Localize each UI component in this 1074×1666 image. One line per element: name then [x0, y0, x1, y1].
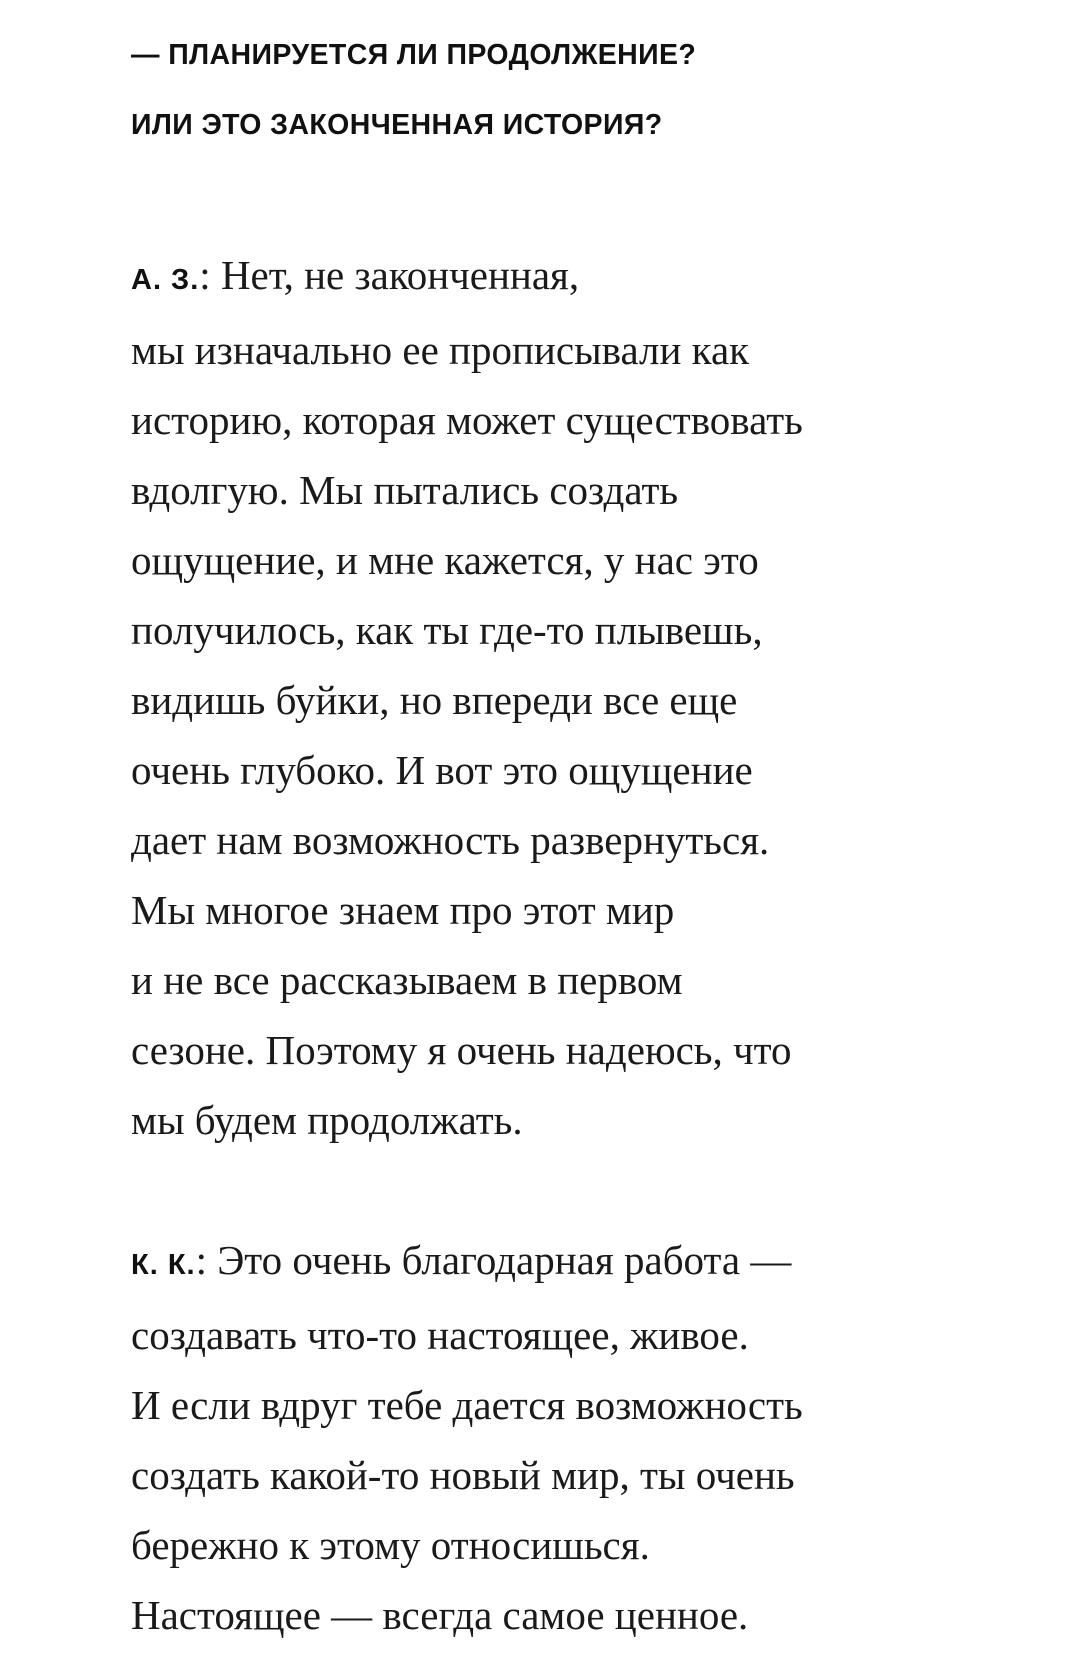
question-line: — ПЛАНИРУЕТСЯ ЛИ ПРОДОЛЖЕНИЕ? [131, 39, 697, 71]
answer-line: бережно к этому относишься. [131, 1522, 650, 1568]
answer-line: вдолгую. Мы пытались создать [131, 467, 679, 513]
speaker-separator: : [199, 252, 211, 298]
answer-line: Настоящее — всегда самое ценное. [131, 1592, 749, 1638]
answer-text: Нет, не законченная, [210, 252, 580, 298]
answer-line: дает нам возможность развернуться. [131, 817, 770, 863]
interview-question [131, 20, 1011, 160]
speaker-initials: К. К. [131, 1249, 196, 1281]
answer-paragraph-az [131, 240, 1011, 1155]
answer-text: Это очень благодарная работа — [206, 1237, 792, 1283]
answer-line: И если вдруг тебе дается возможность [131, 1382, 803, 1428]
answer-line: Мы многое знаем про этот мир [131, 887, 675, 933]
article [131, 0, 1011, 1650]
answer-line: историю, которая может существовать [131, 397, 803, 443]
answer-first-line [131, 1225, 1011, 1300]
answer-line: ощущение, и мне кажется, у нас это [131, 537, 759, 583]
answer-line: и не все рассказываем в первом [131, 957, 683, 1003]
answer-line: очень глубоко. И вот это ощущение [131, 747, 753, 793]
speaker-initials: А. З. [131, 264, 200, 296]
answer-paragraph-kk [131, 1225, 1011, 1650]
answer-first-line [131, 240, 1011, 315]
answer-line: создавать что-то настоящее, живое. [131, 1312, 749, 1358]
answer-line: мы будем продолжать. [131, 1097, 523, 1143]
speaker-separator: : [195, 1237, 207, 1283]
answer-line: сезоне. Поэтому я очень надеюсь, что [131, 1027, 792, 1073]
answer-line: мы изначально ее прописывали как [131, 327, 750, 373]
question-line: ИЛИ ЭТО ЗАКОНЧЕННАЯ ИСТОРИЯ? [131, 109, 663, 141]
answer-line: видишь буйки, но впереди все еще [131, 677, 738, 723]
answer-line: создать какой-то новый мир, ты очень [131, 1452, 795, 1498]
answer-line: получилось, как ты где-то плывешь, [131, 607, 763, 653]
